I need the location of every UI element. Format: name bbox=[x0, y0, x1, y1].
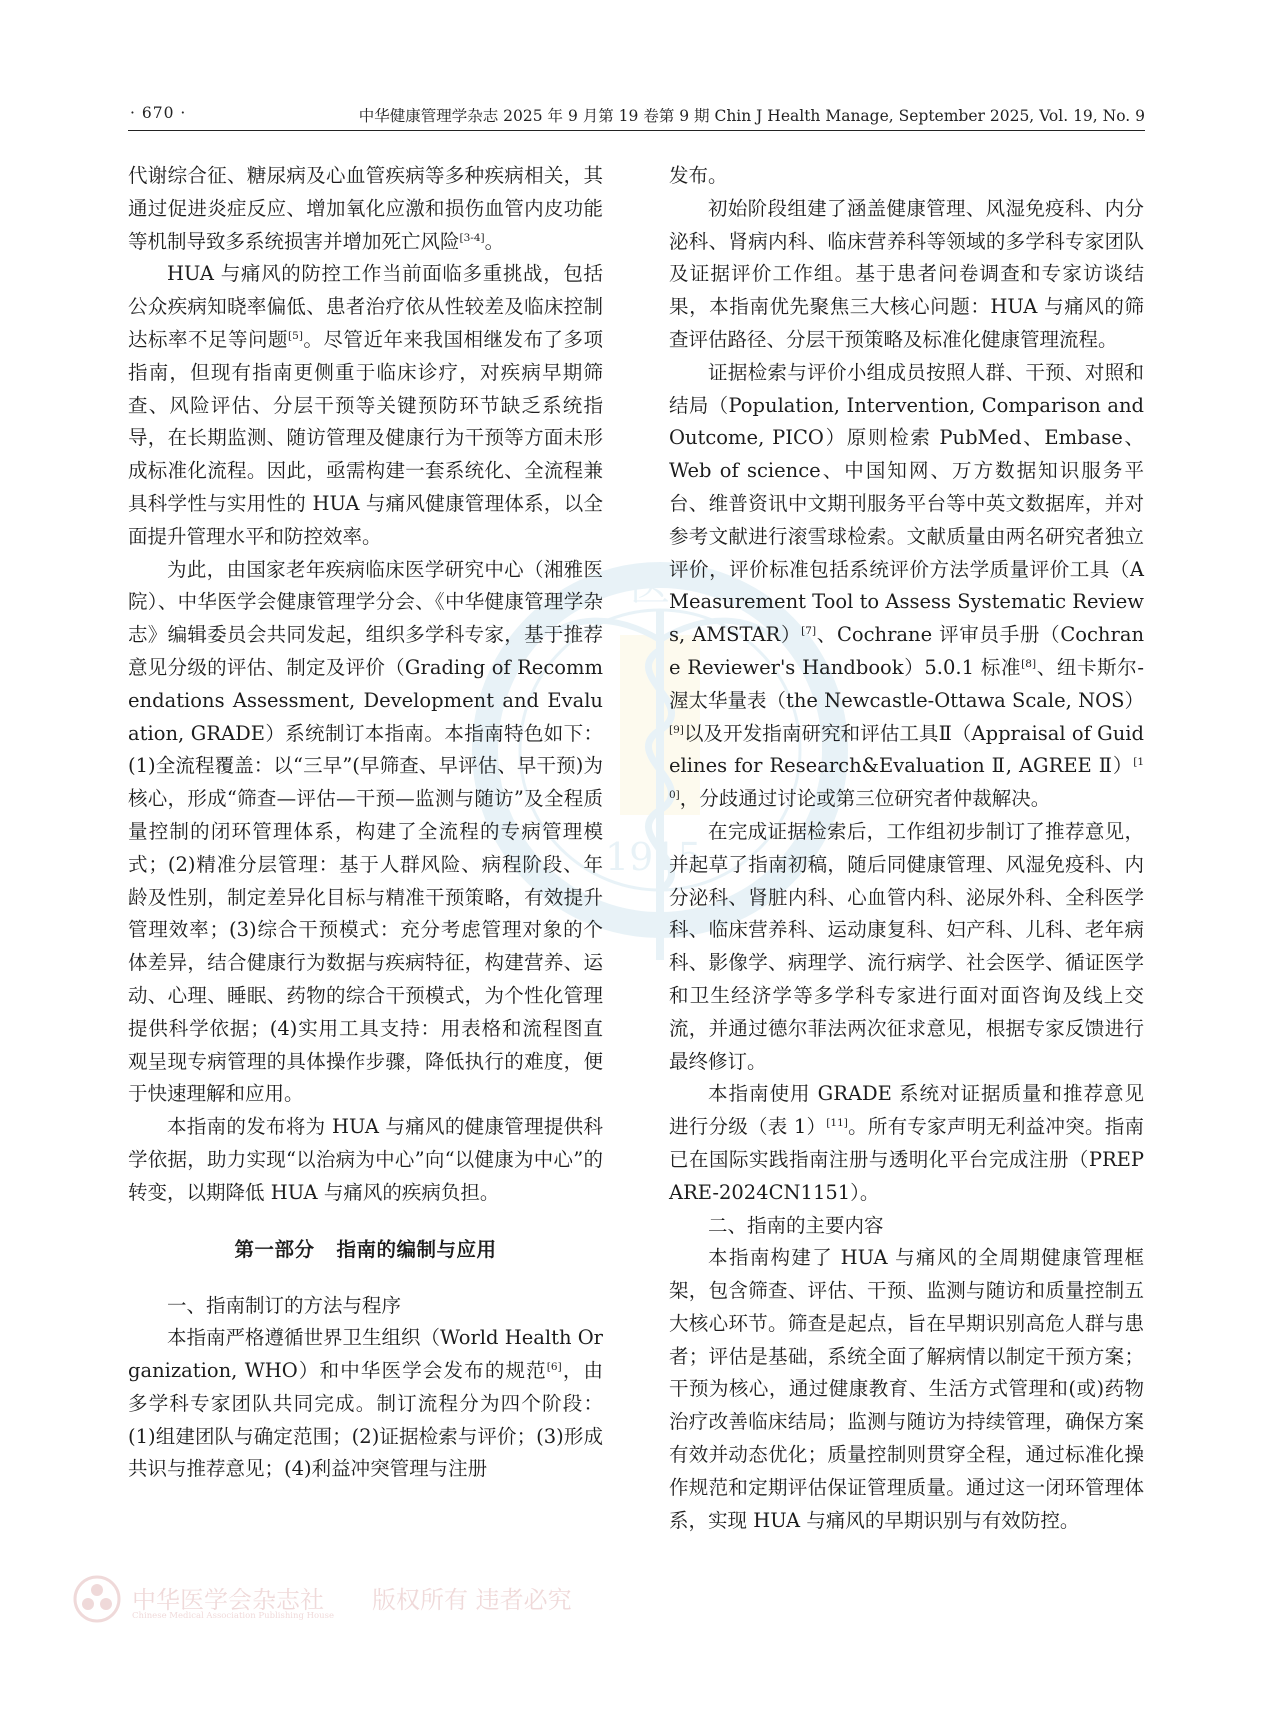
publisher-watermark bbox=[72, 1574, 632, 1630]
paragraph: 代谢综合征、糖尿病及心血管疾病等多种疾病相关，其通过促进炎症反应、增加氧化应激和损伤血管内皮功能等机制导致多系统损害并增加死亡风险[3-4]。 bbox=[128, 164, 603, 253]
section-heading: 二、指南的主要内容 bbox=[708, 1213, 884, 1237]
paragraph: 本指南构建了 HUA 与痛风的全周期健康管理框架，包含筛查、评估、干预、监测与随访和质量控制五大核心环节。筛查是起点，旨在早期识别高危人群与患者；评估是基础，系统全面了解病情以制定干预方案；干预为核心，通过健康教育、生活方式管理和(或)药物治疗改善临床结局；监测与随访为持续管理，确保方案有效并动态优化；质量控制则贯穿全程，通过标准化操作规范和定期评估保证管理质量。通过这一闭环管理体系，实现 HUA 与痛风的早期识别与有效防控。 bbox=[669, 1246, 1144, 1532]
left-column bbox=[128, 160, 603, 1486]
publisher-name: 中华医学会杂志社 版权所有 违者必究 bbox=[132, 1586, 572, 1614]
right-column bbox=[669, 160, 1144, 1537]
seal-year: 1915 bbox=[605, 835, 702, 879]
journal-citation: 中华健康管理学杂志 2025 年 9 月第 19 卷第 9 期 Chin J Health Manage, September 2025, Vol. 19, No. 9 bbox=[358, 107, 1145, 125]
part-title: 第一部分 指南的编制与应用 bbox=[234, 1237, 497, 1261]
paragraph: HUA 与痛风的防控工作当前面临多重挑战，包括公众疾病知晓率偏低、患者治疗依从性较差及临床控制达标率不足等问题[5]。尽管近年来我国相继发布了多项指南，但现有指南更侧重于临床诊疗，对疾病早期筛查、风险评估、分层干预等关键预防环节缺乏系统指导，在长期监测、随访管理及健康行为干预等方面未形成标准化流程。因此，亟需构建一套系统化、全流程兼具科学性与实用性的 HUA 与痛风健康管理体系，以全面提升管理水平和防控效率。 bbox=[128, 262, 603, 548]
paragraph: 初始阶段组建了涵盖健康管理、风湿免疫科、内分泌科、肾病内科、临床营养科等领域的多学科专家团队及证据评价工作组。基于患者问卷调查和专家访谈结果，本指南优先聚焦三大核心问题：HUA 与痛风的筛查评估路径、分层干预策略及标准化健康管理流程。 bbox=[669, 196, 1144, 351]
paragraph: 本指南的发布将为 HUA 与痛风的健康管理提供科学依据，助力实现“以治病为中心”向“以健康为中心”的转变，以期降低 HUA 与痛风的疾病负担。 bbox=[128, 1115, 603, 1204]
publisher-name-en: Chinese Medical Association Publishing House bbox=[132, 1611, 335, 1621]
paragraph: 本指南使用 GRADE 系统对证据质量和推荐意见进行分级（表 1）[11]。所有专家声明无利益冲突。指南已在国际实践指南注册与透明化平台完成注册（PREPARE-2024CN1151）。 bbox=[669, 1082, 1144, 1204]
paragraph: 发布。 bbox=[669, 164, 728, 187]
paragraph: 在完成证据检索后，工作组初步制订了推荐意见，并起草了指南初稿，随后同健康管理、风湿免疫科、内分泌科、肾脏内科、心血管内科、泌尿外科、全科医学科、临床营养科、运动康复科、妇产科、儿科、老年病科、影像学、病理学、流行病学、社会医学、循证医学和卫生经济学等多学科专家进行面对面咨询及线上交流，并通过德尔菲法两次征求意见，根据专家反馈进行最终修订。 bbox=[669, 819, 1144, 1073]
page-number: · 670 · bbox=[130, 104, 187, 122]
section-heading: 一、指南制订的方法与程序 bbox=[167, 1293, 402, 1317]
paragraph: 证据检索与评价小组成员按照人群、干预、对照和结局（Population, Intervention, Comparison and Outcome, PICO）原则检索 PubMed、Embase、Web of science、中国知网、万方数据知识服务平台、维普资讯中文期刊服务平台等中英文数据库，并对参考文献进行滚雪球检索。文献质量由两名研究者独立评价，评价标准包括系统评价方法学质量评价工具（A Measurement Tool to Assess Systematic Reviews, AMSTAR）[7]、Cochrane 评审员手册（Cochrane Reviewer's Handbook）5.0.1 标准[8]、纽卡斯尔-渥太华量表（the Newcastle-Ottawa Scale, NOS）[9]以及开发指南研究和评估工具Ⅱ（Appraisal of Guidelines for Research&Evaluation Ⅱ, AGREE Ⅱ）[10]，分歧通过讨论或第三位研究者仲裁解决。 bbox=[669, 360, 1145, 811]
seal-char: 医 bbox=[630, 564, 670, 610]
paragraph: 为此，由国家老年疾病临床医学研究中心（湘雅医院）、中华医学会健康管理学分会、《中华健康管理学杂志》编辑委员会共同发起，组织多学科专家，基于推荐意见分级的评估、制定及评价（Grading of Recommendations Assessment, Development and Evaluation, GRADE）系统制订本指南。本指南特色如下：(1)全流程覆盖：以“三早”(早筛查、早评估、早干预)为核心，形成“筛查—评估—干预—监测与随访”及全程质量控制的闭环管理体系，构建了全流程的专病管理模式；(2)精准分层管理：基于人群风险、病程阶段、年龄及性别，制定差异化目标与精准干预策略，有效提升管理效率；(3)综合干预模式：充分考虑管理对象的个体差异，结合健康行为数据与疾病特征，构建营养、运动、心理、睡眠、药物的综合干预模式，为个性化管理提供科学依据；(4)实用工具支持：用表格和流程图直观呈现专病管理的具体操作步骤，降低执行的难度，便于快速理解和应用。 bbox=[128, 557, 603, 1106]
running-header bbox=[128, 96, 1145, 131]
paragraph: 本指南严格遵循世界卫生组织（World Health Organization, WHO）和中华医学会发布的规范[6]，由多学科专家团队共同完成。制订流程分为四个阶段：(1)组建团队与确定范围；(2)证据检索与评价；(3)形成共识与推荐意见；(4)利益冲突管理与注册 bbox=[128, 1326, 604, 1481]
publisher-logo-icon bbox=[72, 1574, 122, 1624]
